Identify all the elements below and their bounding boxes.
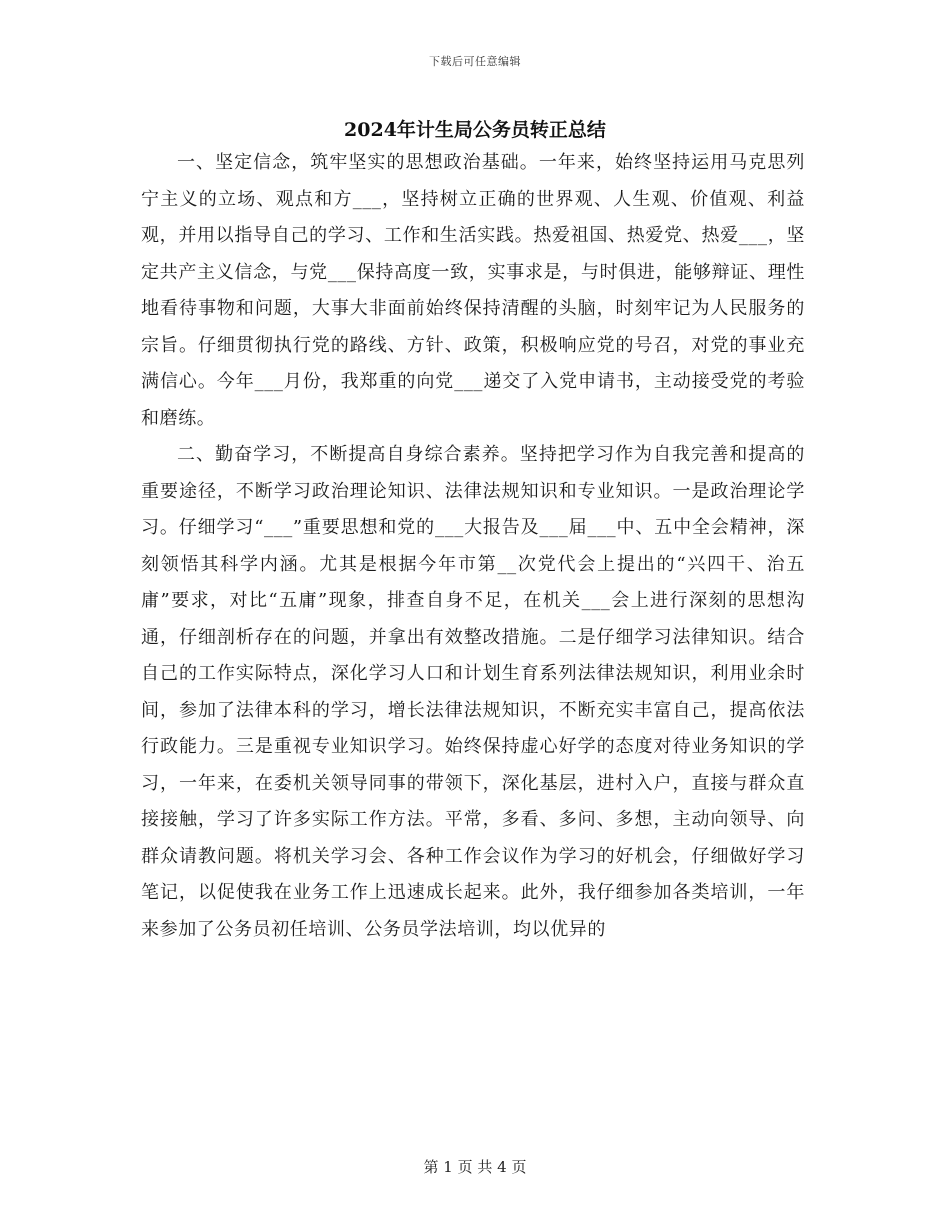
paragraph-1: 一、坚定信念，筑牢坚实的思想政治基础。一年来，始终坚持运用马克思列宁主义的立场、观点和方___，坚持树立正确的世界观、人生观、价值观、利益观，并用以指导自己的学习、工作和生活实践。热爱祖国、热爱党、热爱___，坚定共产主义信念，与党___保持高度一致，实事求是，与时俱进，能够辩证、理性地看待事物和问题，大事大非面前始终保持清醒的头脑，时刻牢记为人民服务的宗旨。仔细贯彻执行党的路线、方针、政策，积极响应党的号召，对党的事业充满信心。今年___月份，我郑重的向党___递交了入党申请书，主动接受党的考验和磨练。: [141, 152, 805, 429]
document-body: [141, 145, 805, 948]
page-number: 第 1 页 共 4 页: [423, 1158, 527, 1176]
page-header-note: 下载后可任意编辑: [429, 55, 521, 68]
paragraph-2: 二、勤奋学习，不断提高自身综合素养。坚持把学习作为自我完善和提高的重要途径，不断学习政治理论知识、法律法规知识和专业知识。一是政治理论学习。仔细学习“___”重要思想和党的___大报告及___届___中、五中全会精神，深刻领悟其科学内涵。尤其是根据今年市第__次党代会上提出的“兴四干、治五庸”要求，对比“五庸”现象，排查自身不足，在机关___会上进行深刻的思想沟通，仔细剖析存在的问题，并拿出有效整改措施。二是仔细学习法律知识。结合自己的工作实际特点，深化学习人口和计划生育系列法律法规知识，利用业余时间，参加了法律本科的学习，增长法律法规知识，不断充实丰富自己，提高依法行政能力。三是重视专业知识学习。始终保持虚心好学的态度对待业务知识的学习，一年来，在委机关领导同事的带领下，深化基层，进村入户，直接与群众直接接触，学习了许多实际工作方法。平常，多看、多问、多想，主动向领导、向群众请教问题。将机关学习会、各种工作会议作为学习的好机会，仔细做好学习笔记，以促使我在业务工作上迅速成长起来。此外，我仔细参加各类培训，一年来参加了公务员初任培训、公务员学法培训，均以优异的: [141, 444, 805, 940]
document-title: 2024年计生局公务员转正总结: [344, 119, 606, 141]
